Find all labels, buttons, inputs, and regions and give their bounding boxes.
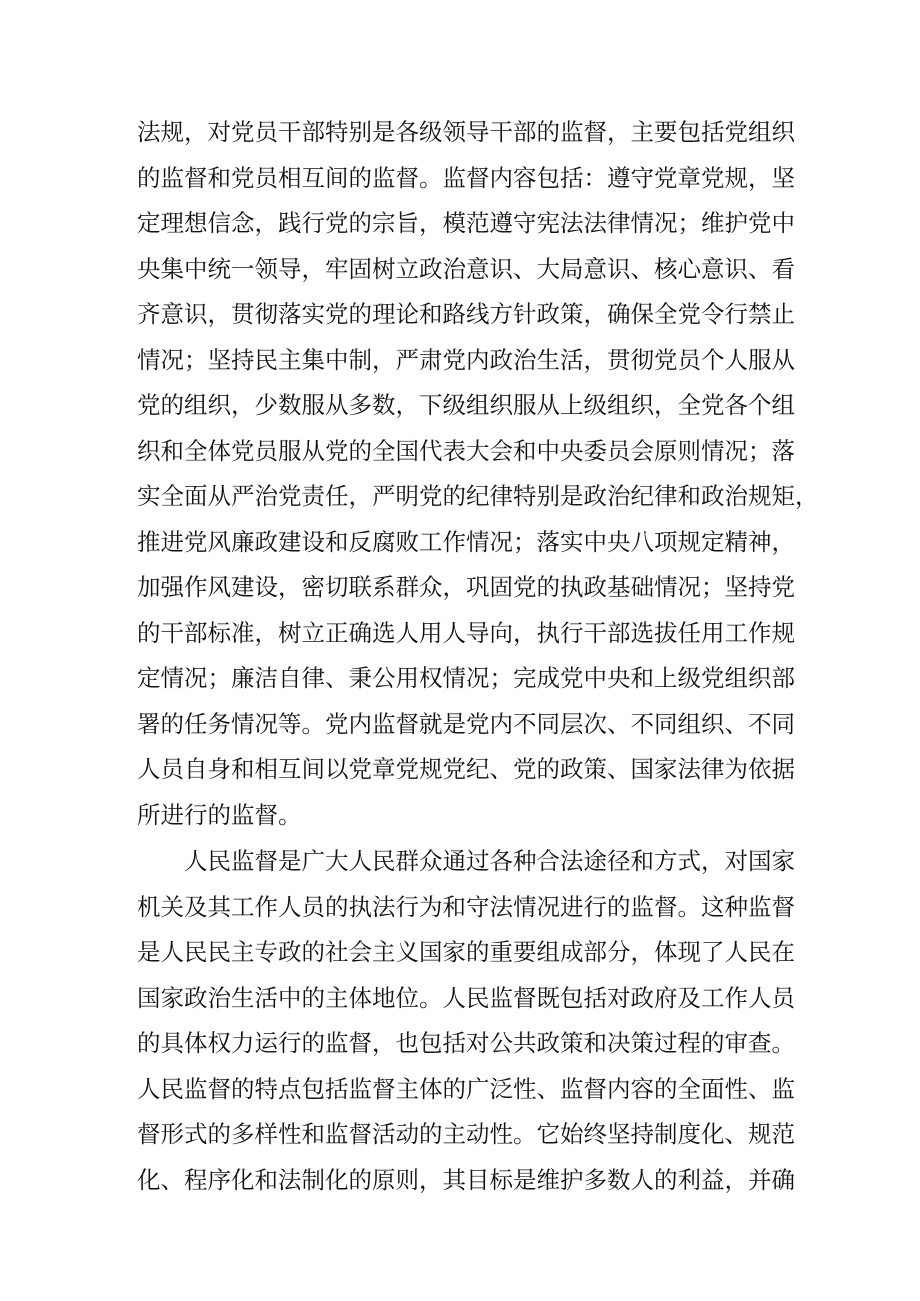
text-line: 央集中统一领导，牢固树立政治意识、大局意识、核心意识、看 (137, 254, 795, 283)
text-line: 人民监督的特点包括监督主体的广泛性、监督内容的全面性、监 (137, 1074, 795, 1103)
text-line: 的具体权力运行的监督，也包括对公共政策和决策过程的审查。 (137, 1029, 795, 1057)
text-line: 国家政治生活中的主体地位。人民监督既包括对政府及工作人员 (137, 983, 795, 1012)
text-line: 化、程序化和法制化的原则，其目标是维护多数人的利益，并确 (137, 1165, 795, 1194)
text-line: 的干部标准，树立正确选人用人导向，执行干部选拔任用工作规 (137, 618, 795, 647)
text-line: 所进行的监督。 (137, 800, 302, 829)
text-line: 情况；坚持民主集中制，严肃党内政治生活，贯彻党员个人服从 (137, 345, 795, 374)
text-line: 的监督和党员相互间的监督。监督内容包括：遵守党章党规，坚 (137, 163, 795, 192)
paragraph-people-supervision (137, 839, 797, 1203)
text-line: 定理想信念，践行党的宗旨，模范遵守宪法法律情况；维护党中 (137, 209, 795, 237)
text-line: 机关及其工作人员的执法行为和守法情况进行的监督。这种监督 (137, 892, 795, 921)
text-line: 定情况；廉洁自律、秉公用权情况；完成党中央和上级党组织部 (137, 664, 795, 692)
text-line: 署的任务情况等。党内监督就是党内不同层次、不同组织、不同 (137, 709, 795, 738)
text-line: 党的组织，少数服从多数，下级组织服从上级组织，全党各个组 (137, 391, 795, 419)
text-line: 督形式的多样性和监督活动的主动性。它始终坚持制度化、规范 (137, 1120, 795, 1148)
text-line: 加强作风建设，密切联系群众，巩固党的执政基础情况；坚持党 (137, 573, 795, 601)
text-line: 人员自身和相互间以党章党规党纪、党的政策、国家法律为依据 (137, 755, 795, 783)
text-line: 推进党风廉政建设和反腐败工作情况；落实中央八项规定精神， (137, 527, 795, 556)
text-line: 人民监督是广大人民群众通过各种合法途径和方式，对国家 (137, 847, 795, 875)
text-line: 法规，对党员干部特别是各级领导干部的监督，主要包括党组织 (137, 118, 795, 146)
paragraph-party-supervision (137, 110, 819, 838)
text-line: 实全面从严治党责任，严明党的纪律特别是政治纪律和政治规矩， (137, 482, 819, 510)
text-line: 齐意识，贯彻落实党的理论和路线方针政策，确保全党令行禁止 (137, 300, 795, 328)
text-line: 织和全体党员服从党的全国代表大会和中央委员会原则情况；落 (137, 436, 795, 465)
text-line: 是人民民主专政的社会主义国家的重要组成部分，体现了人民在 (137, 938, 795, 966)
